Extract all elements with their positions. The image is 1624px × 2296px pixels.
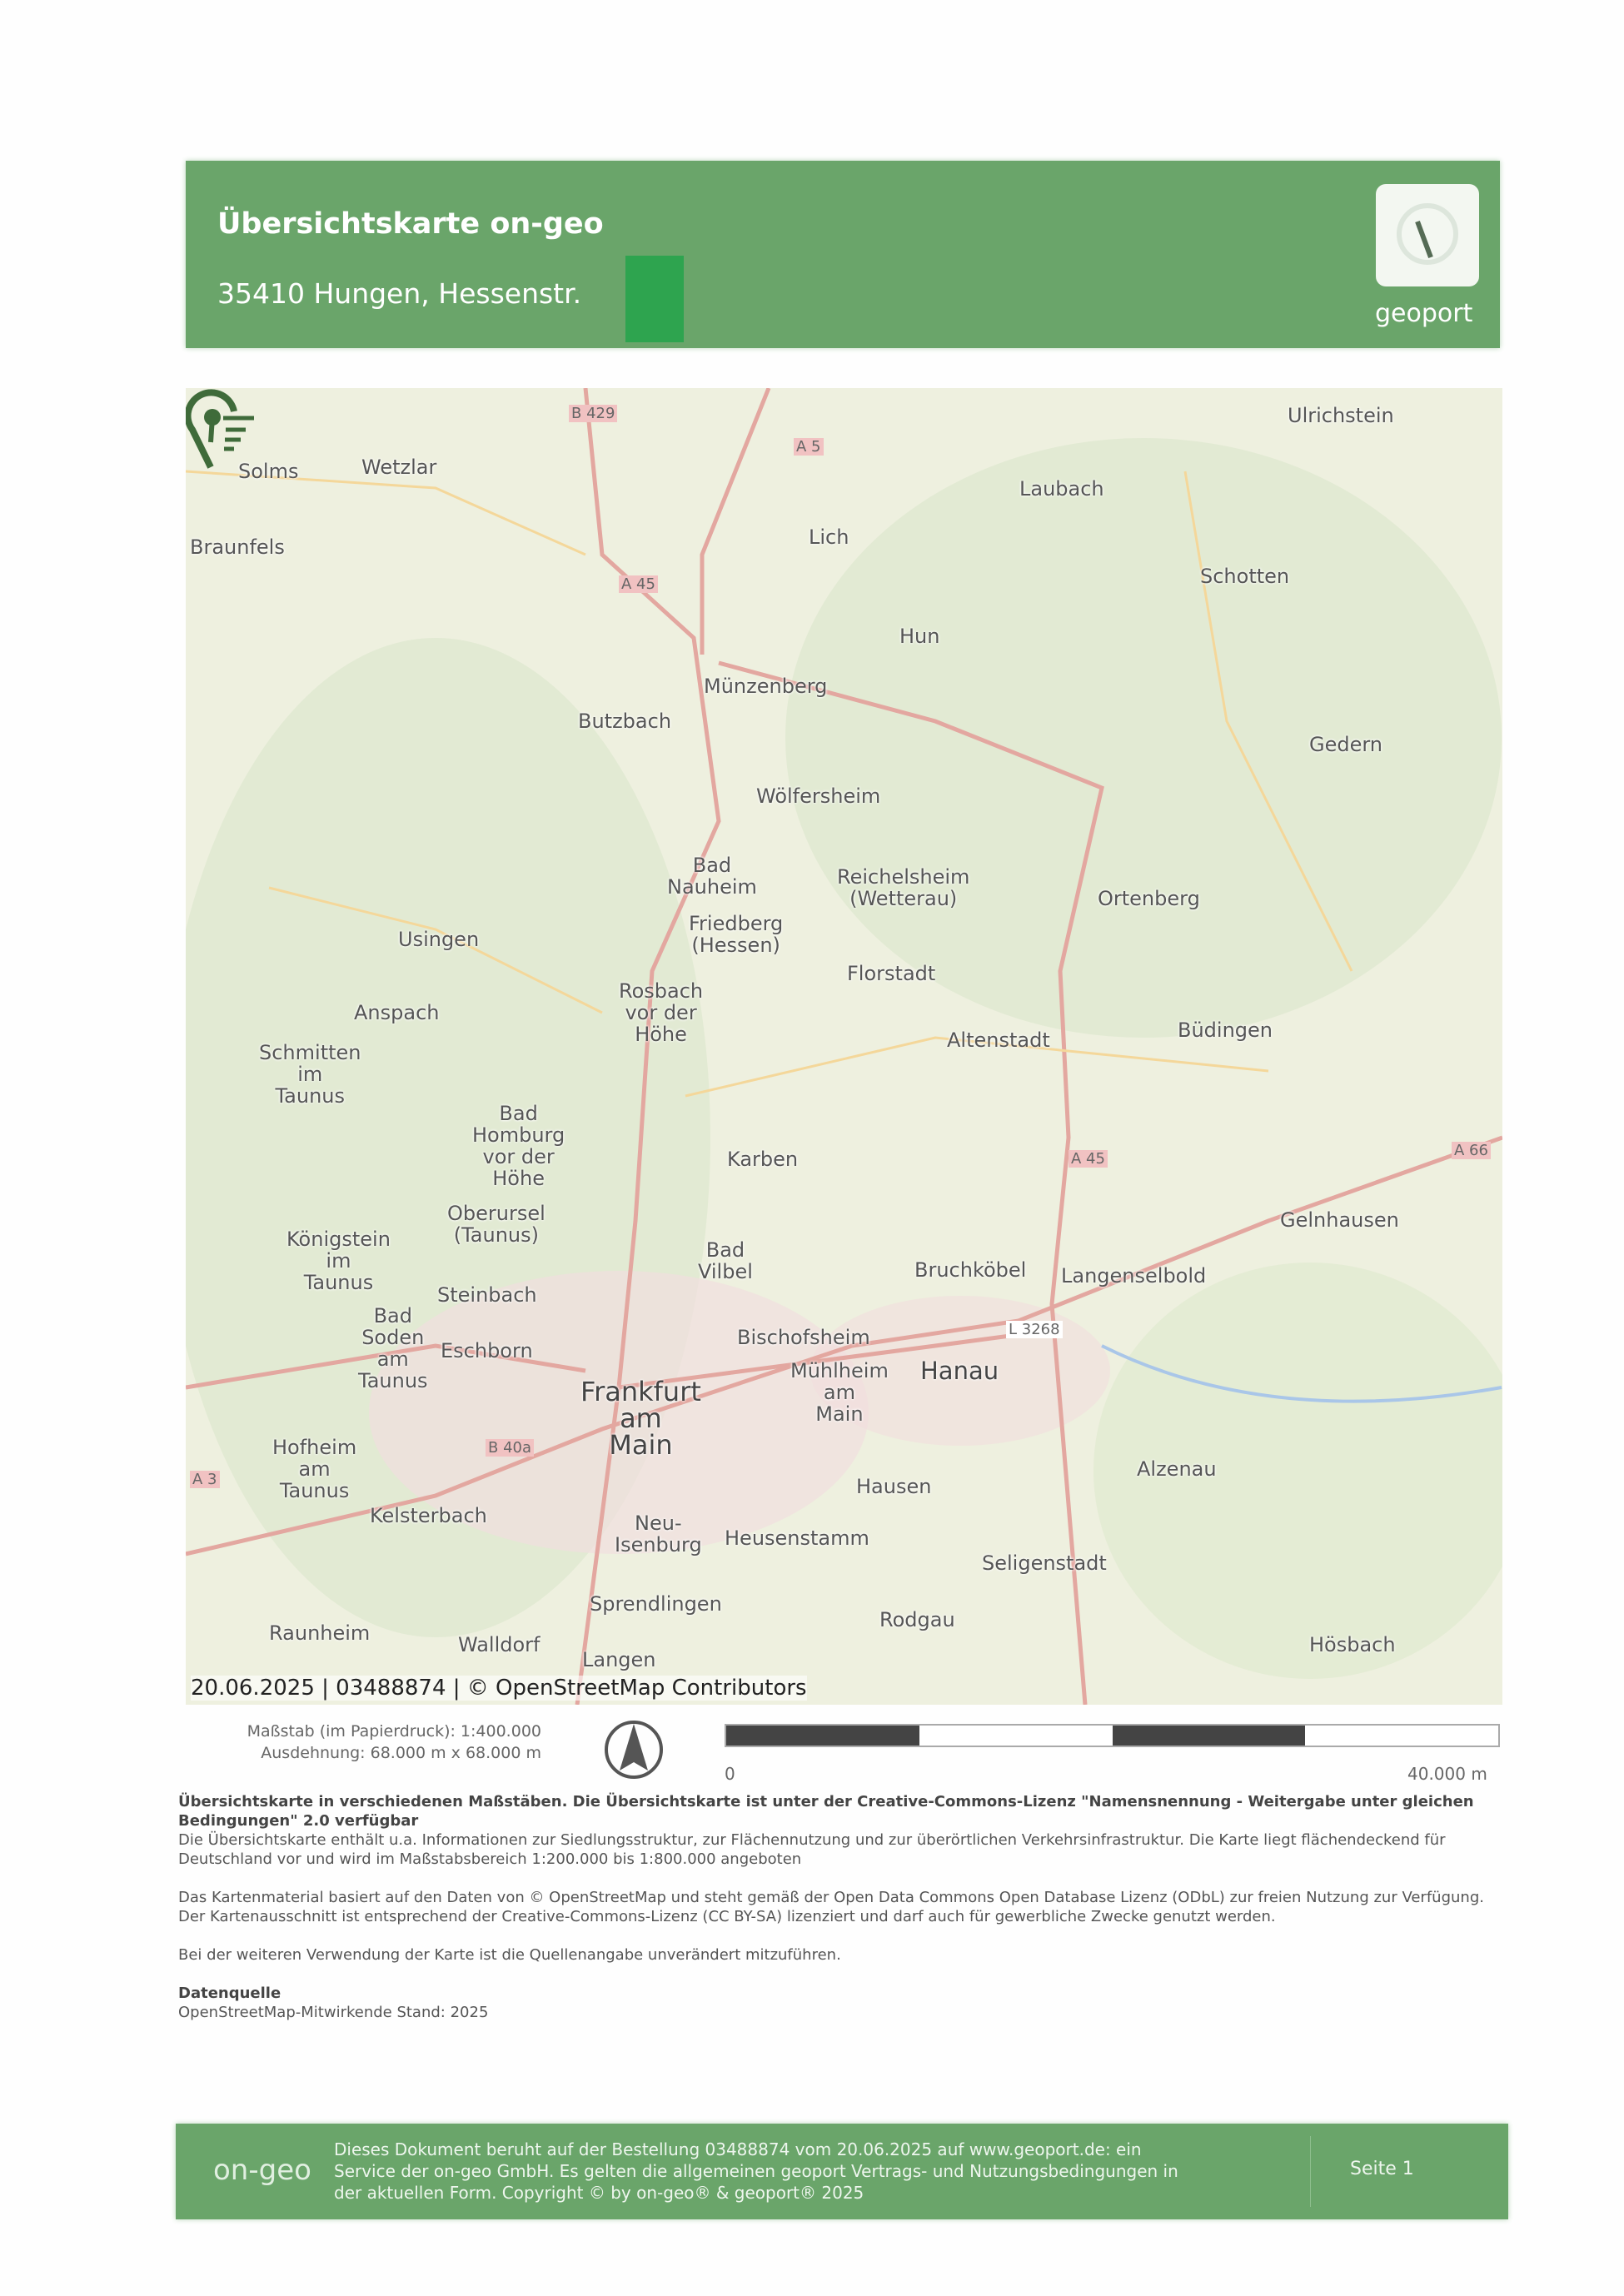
scale-bar bbox=[725, 1724, 1500, 1747]
place-label: Wetzlar bbox=[361, 456, 437, 479]
place-label: Bruchköbel bbox=[914, 1258, 1027, 1282]
place-label: Friedberg (Hessen) bbox=[689, 912, 784, 957]
logo-text: geoport bbox=[1375, 299, 1473, 328]
place-label: Florstadt bbox=[847, 962, 936, 985]
road-label: B 429 bbox=[569, 405, 617, 422]
page-title: Übersichtskarte on-geo bbox=[217, 207, 604, 241]
road-label: A 3 bbox=[190, 1471, 220, 1488]
place-label: Laubach bbox=[1019, 477, 1104, 501]
place-label: Eschborn bbox=[441, 1339, 533, 1362]
place-label: Rosbach vor der Höhe bbox=[619, 979, 704, 1046]
caption-paragraph: Das Kartenmaterial basiert auf den Daten von © OpenStreetMap und steht gemäß der Open Data Commons Open Database Lizenz (ODbL) zur freien Nutzung zur Verfügung. Der Kartenausschnitt ist entsprechend der Creative-Commons-Lizenz (CC BY-SA) lizenziert und darf auch für gewerbliche Zwecke genutzt werden. bbox=[178, 1889, 1484, 1925]
place-label: Bad Nauheim bbox=[667, 854, 757, 899]
north-arrow-icon bbox=[601, 1717, 666, 1782]
divider bbox=[1310, 2136, 1311, 2207]
place-label: Walldorf bbox=[458, 1633, 541, 1656]
address: 35410 Hungen, Hessenstr. bbox=[217, 277, 582, 310]
place-label: Steinbach bbox=[437, 1283, 537, 1307]
place-label: Heusenstamm bbox=[725, 1527, 869, 1550]
place-label: Büdingen bbox=[1178, 1019, 1273, 1042]
place-label: Solms bbox=[238, 460, 299, 483]
place-label: Seligenstadt bbox=[982, 1551, 1107, 1575]
place-label: Gelnhausen bbox=[1280, 1208, 1399, 1232]
place-label: Münzenberg bbox=[704, 675, 828, 698]
caption-heading: Übersichtskarte in verschiedenen Maßstäben. Die Übersichtskarte ist unter der Creative-Commons-Lizenz "Namensnennung - Weitergabe unter gleichen Bedingungen" 2.0 verfügbar bbox=[178, 1793, 1474, 1830]
place-label: Langenselbold bbox=[1061, 1264, 1207, 1287]
place-label: Langen bbox=[582, 1648, 656, 1671]
overview-map[interactable] bbox=[186, 388, 1502, 1705]
scale-ratio: Maßstab (im Papierdruck): 1:400.000 bbox=[247, 1722, 541, 1741]
location-marker-icon[interactable] bbox=[186, 388, 261, 471]
place-label: Schotten bbox=[1200, 565, 1290, 588]
road-label: A 66 bbox=[1452, 1142, 1491, 1159]
place-label: Reichelsheim (Wetterau) bbox=[837, 865, 970, 910]
place-label: Frankfurt am Main bbox=[580, 1376, 701, 1461]
road-label: A 45 bbox=[619, 575, 658, 593]
road-label: B 40a bbox=[486, 1439, 534, 1457]
place-label: Hausen bbox=[856, 1475, 932, 1498]
road-label: L 3268 bbox=[1006, 1321, 1063, 1338]
page-header bbox=[186, 161, 1500, 348]
place-label: Ortenberg bbox=[1098, 887, 1200, 910]
place-label: Raunheim bbox=[269, 1621, 371, 1645]
place-label: Usingen bbox=[398, 928, 480, 951]
map-attribution: 20.06.2025 | 03488874 | © OpenStreetMap Contributors bbox=[191, 1676, 807, 1701]
place-label: Schmitten im Taunus bbox=[259, 1041, 361, 1108]
place-label: Bad Soden am Taunus bbox=[358, 1304, 428, 1392]
place-label: Mühlheim am Main bbox=[790, 1359, 889, 1426]
place-label: Sprendlingen bbox=[590, 1592, 722, 1616]
data-source: OpenStreetMap-Mitwirkende Stand: 2025 bbox=[178, 2004, 489, 2021]
map-description bbox=[178, 1792, 1494, 2022]
place-label: Rodgau bbox=[879, 1608, 955, 1631]
place-label: Wölfersheim bbox=[756, 784, 881, 808]
place-label: Karben bbox=[727, 1148, 799, 1171]
place-label: Hun bbox=[899, 625, 940, 648]
footer-text: Dieses Dokument beruht auf der Bestellung 03488874 vom 20.06.2025 auf www.geoport.de: ein Service der on-geo GmbH. Es gelten die allgemeinen geoport Vertrags- und Nutzungsbedingungen in der aktuellen Form. Copyright © by on-geo® & geoport® 2025 bbox=[334, 2139, 1178, 2203]
map-pin-logo-icon bbox=[1376, 184, 1479, 286]
place-label: Braunfels bbox=[190, 535, 285, 559]
place-label: Ulrichstein bbox=[1288, 404, 1394, 427]
caption-paragraph: Bei der weiteren Verwendung der Karte ist die Quellenangabe unverändert mitzuführen. bbox=[178, 1946, 841, 1964]
redaction-block bbox=[625, 256, 684, 342]
place-label: Neu- Isenburg bbox=[615, 1512, 702, 1556]
place-label: Oberursel (Taunus) bbox=[447, 1202, 545, 1247]
place-label: Gedern bbox=[1309, 733, 1383, 756]
place-label: Bad Homburg vor der Höhe bbox=[472, 1102, 565, 1190]
on-geo-logo: on-geo bbox=[213, 2154, 311, 2187]
geoport-logo bbox=[1376, 184, 1479, 286]
road-label: A 45 bbox=[1069, 1150, 1108, 1168]
place-label: Bischofsheim bbox=[737, 1326, 870, 1349]
scale-end-label: 40.000 m bbox=[1407, 1764, 1487, 1784]
scale-info bbox=[192, 1721, 541, 1764]
place-label: Lich bbox=[809, 525, 849, 549]
caption-paragraph: Die Übersichtskarte enthält u.a. Informationen zur Siedlungsstruktur, zur Flächennutzung und zur überörtlichen Verkehrsinfrastruktur. Die Karte liegt flächendeckend für Deutschland vor und wird im Maßstabsbereich 1:200.000 bis 1:800.000 angeboten bbox=[178, 1831, 1446, 1868]
place-label: Hofheim am Taunus bbox=[272, 1436, 357, 1502]
place-label: Butzbach bbox=[578, 710, 672, 733]
place-label: Hösbach bbox=[1309, 1633, 1396, 1656]
scale-start-label: 0 bbox=[725, 1764, 735, 1784]
place-label: Alzenau bbox=[1137, 1457, 1217, 1481]
place-label: Kelsterbach bbox=[370, 1504, 487, 1527]
place-label: Anspach bbox=[354, 1001, 440, 1024]
data-source-title: Datenquelle bbox=[178, 1985, 281, 2002]
page-number: Seite 1 bbox=[1350, 2159, 1414, 2179]
road-label: A 5 bbox=[794, 438, 824, 456]
place-label: Bad Vilbel bbox=[698, 1238, 753, 1283]
map-extent: Ausdehnung: 68.000 m x 68.000 m bbox=[261, 1744, 541, 1762]
place-label: Königstein im Taunus bbox=[286, 1228, 391, 1294]
place-label: Altenstadt bbox=[947, 1028, 1050, 1052]
place-label: Hanau bbox=[920, 1357, 999, 1385]
page-footer bbox=[176, 2124, 1508, 2219]
